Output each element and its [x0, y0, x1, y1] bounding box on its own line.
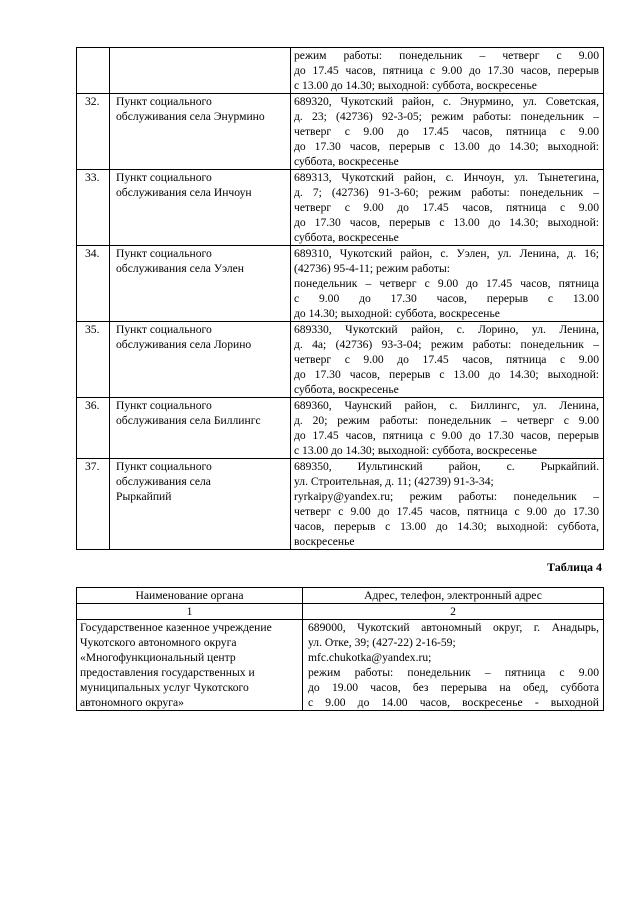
point-name-line: Пункт социального — [116, 95, 212, 108]
table-row — [77, 620, 604, 711]
address-line: до 17.30 часов, перерыв с 13.00 до 14.30; выходной: — [294, 140, 599, 153]
column-index: 2 — [303, 604, 604, 620]
address-line: д. 23; (42736) 92-3-05; режим работы: понедельник – — [294, 110, 599, 123]
row-number: 33. — [77, 170, 110, 246]
address-line: д. 4а; (42736) 93-3-04; режим работы: понедельник – — [294, 338, 599, 351]
table-row-continuation — [77, 48, 604, 94]
address-line: четверг с 9.00 до 17.45 часов, пятница с 9.00 — [294, 201, 599, 214]
column-index: 1 — [77, 604, 303, 620]
mfc-table — [76, 587, 604, 711]
point-address-cell — [291, 170, 604, 246]
social-service-points-table — [76, 47, 604, 550]
address-line: с 13.00 до 14.30; выходной: суббота, воскресенье — [294, 79, 537, 92]
address-line: до 17.30 часов, перерыв с 13.00 до 14.30; выходной: — [294, 368, 599, 381]
address-line: 689310, Чукотский район, с. Уэлен, ул. Ленина, д. 16; — [294, 247, 599, 260]
point-name-line: Рыркайпий — [116, 490, 172, 503]
point-name-line: Пункт социального — [116, 171, 212, 184]
table-row — [77, 398, 604, 459]
address-line: до 14.30; выходной: суббота, воскресенье — [294, 307, 500, 320]
point-address-cell — [291, 48, 604, 94]
address-line: 689313, Чукотский район, с. Инчоун, ул. Тынетегина, — [294, 171, 599, 184]
point-address-cell — [291, 398, 604, 459]
point-name-cell — [110, 398, 291, 459]
address-line: 689000, Чукотский автономный округ, г. Анадырь, — [308, 621, 599, 634]
address-line: с 13.00 до 14.30; выходной: суббота, воскресенье — [294, 444, 537, 457]
address-line: 689330, Чукотский район, с. Лорино, ул. Ленина, — [294, 323, 599, 336]
organ-name-line: предоставления государственных и — [80, 666, 255, 679]
table-caption: Таблица 4 — [547, 560, 602, 574]
point-address-cell — [291, 246, 604, 322]
address-line: часов, перерыв с 13.00 до 14.30; выходной: суббота, — [294, 520, 599, 533]
point-name-cell — [110, 459, 291, 550]
point-address-cell — [291, 94, 604, 170]
organ-name-cell — [77, 620, 303, 711]
address-line: (42736) 95-4-11; режим работы: — [294, 262, 450, 275]
address-line: ул. Отке, 39; (427-22) 2-16-59; — [308, 636, 456, 649]
address-line: четверг с 9.00 до 17.45 часов, пятница с 9.00 — [294, 353, 599, 366]
point-name-line: обслуживания села Инчоун — [116, 186, 252, 199]
address-line: ул. Строительная, д. 11; (42739) 91-3-34; — [294, 475, 494, 488]
table-header-row — [77, 588, 604, 604]
address-line: четверг с 9.00 до 17.45 часов, пятница с 9.00 — [294, 125, 599, 138]
row-number: 37. — [77, 459, 110, 550]
row-number: 36. — [77, 398, 110, 459]
organ-address-cell — [303, 620, 604, 711]
address-line: д. 7; (42736) 91-3-60; режим работы: понедельник – — [294, 186, 599, 199]
row-number: 34. — [77, 246, 110, 322]
column-index-row — [77, 604, 604, 620]
address-line: до 17.45 часов, пятница с 9.00 до 17.30 часов, перерыв — [294, 64, 599, 77]
address-line: суббота, воскресенье — [294, 155, 399, 168]
point-name-line: обслуживания села — [116, 475, 211, 488]
point-name-line: Пункт социального — [116, 323, 212, 336]
organ-name-line: муниципальных услуг Чукотского — [80, 681, 249, 694]
organ-name-line: Государственное казенное учреждение — [80, 621, 272, 634]
address-line: режим работы: понедельник – четверг с 9.00 — [294, 49, 599, 62]
table-row — [77, 94, 604, 170]
address-line: д. 20; режим работы: понедельник – четверг с 9.00 — [294, 414, 599, 427]
point-name-cell — [110, 48, 291, 94]
table-row — [77, 170, 604, 246]
address-line: до 17.30 часов, перерыв с 13.00 до 14.30; выходной: — [294, 216, 599, 229]
table-row — [77, 246, 604, 322]
email-text: mfc.chukotka@yandex.ru; — [308, 651, 432, 664]
address-line: с 9.00 до 17.30 часов, перерыв с 13.00 — [294, 292, 599, 305]
point-name-cell — [110, 170, 291, 246]
address-line: 689350, Иультинский район, с. Рыркайпий. — [294, 460, 599, 473]
address-line: суббота, воскресенье — [294, 383, 399, 396]
point-name-line: обслуживания села Биллингс — [116, 414, 261, 427]
row-number: 35. — [77, 322, 110, 398]
point-address-cell — [291, 459, 604, 550]
point-name-line: обслуживания села Энурмино — [116, 110, 265, 123]
point-name-line: Пункт социального — [116, 399, 212, 412]
address-line: с 9.00 до 14.00 часов, воскресенье - выходной — [308, 696, 599, 709]
address-line: суббота, воскресенье — [294, 231, 399, 244]
point-name-line: Пункт социального — [116, 247, 212, 260]
point-name-cell — [110, 322, 291, 398]
address-line: до 17.45 часов, пятница с 9.00 до 17.30 часов, перерыв — [294, 429, 599, 442]
point-name-cell — [110, 246, 291, 322]
point-name-line: обслуживания села Уэлен — [116, 262, 244, 275]
address-line: воскресенье — [294, 535, 355, 548]
address-line: ryrkaipy@yandex.ru; режим работы: понедельник – — [294, 490, 599, 503]
address-line: понедельник – четверг с 9.00 до 17.45 часов, пятница — [294, 277, 599, 290]
address-line: 689320, Чукотский район, с. Энурмино, ул. Советская, — [294, 95, 599, 108]
address-line: режим работы: понедельник – пятница с 9.00 — [308, 666, 599, 679]
row-number-cell — [77, 48, 110, 94]
address-line: 689360, Чаунский район, с. Биллингс, ул. Ленина, — [294, 399, 599, 412]
table-row — [77, 459, 604, 550]
point-address-cell — [291, 322, 604, 398]
address-line: до 19.00 часов, без перерыва на обед, суббота — [308, 681, 599, 694]
column-header-address: Адрес, телефон, электронный адрес — [303, 588, 604, 604]
organ-name-line: «Многофункциональный центр — [80, 651, 236, 664]
point-name-line: Пункт социального — [116, 460, 212, 473]
point-name-line: обслуживания села Лорино — [116, 338, 252, 351]
organ-name-line: Чукотского автономного округа — [80, 636, 237, 649]
address-line: четверг с 9.00 до 17.45 часов, пятница с 9.00 до 17.30 — [294, 505, 599, 518]
table-row — [77, 322, 604, 398]
organ-name-line: автономного округа» — [80, 696, 184, 709]
point-name-cell — [110, 94, 291, 170]
column-header-organ: Наименование органа — [77, 588, 303, 604]
row-number: 32. — [77, 94, 110, 170]
